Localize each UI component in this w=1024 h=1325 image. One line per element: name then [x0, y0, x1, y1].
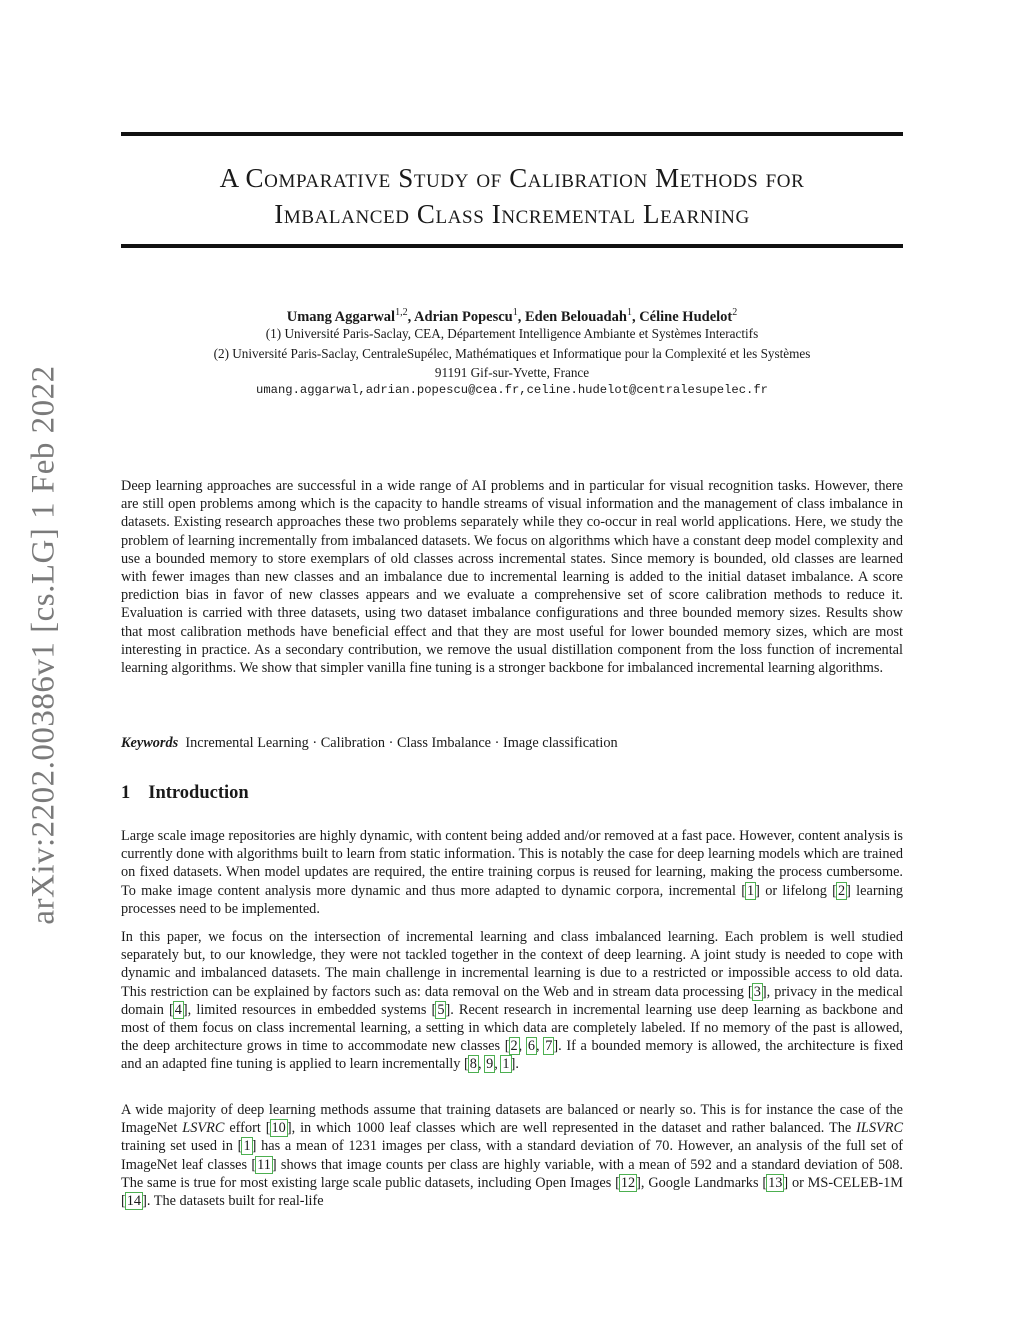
- title-bottom-rule: [121, 244, 903, 248]
- keywords-line: [121, 734, 903, 752]
- author-affiliation-mark: 2: [732, 307, 738, 318]
- affiliation-line: 91191 Gif-sur-Yvette, France: [434, 365, 590, 380]
- author-name: Eden Belouadah: [525, 308, 627, 325]
- text-run: ], privacy in the medical domain [: [121, 983, 903, 1018]
- author-name: Adrian Popescu: [414, 308, 513, 325]
- text-run: effort [: [224, 1120, 271, 1137]
- math-term: ILSVRC: [856, 1120, 903, 1137]
- citation-link[interactable]: 4: [174, 1001, 182, 1018]
- intro-paragraph-2: [121, 928, 903, 1074]
- affiliation-line: (2) Université Paris-Saclay, CentraleSupélec, Mathématiques et Informatique pour la Complexité et les Systèmes: [213, 345, 811, 361]
- section-heading: [121, 781, 249, 805]
- text-run: ] or MS-CELEB-1M [: [121, 1174, 903, 1210]
- citation-link[interactable]: 1: [502, 1056, 510, 1073]
- citation-link[interactable]: 10: [271, 1120, 286, 1137]
- author-affiliation-mark: 1: [512, 307, 518, 318]
- text-run: ].: [510, 1056, 519, 1073]
- text-run: Large scale image repositories are highly dynamic, with content being added and/or removed at a fast pace. However, content analysis is currently done with algorithms built to learn from static information. This is notably the case for deep learning models which are trained on fixed datasets. When model updates are required, the entire training corpus is reused for learning, making the process cumbersome. To make image content analysis more dynamic and thus more adapted to dynamic corpora, incremental [: [121, 828, 903, 899]
- citation-link[interactable]: 9: [486, 1056, 494, 1073]
- author-separator: ,: [407, 308, 415, 325]
- title-top-rule: [121, 132, 903, 136]
- text-run: A wide majority of deep learning methods assume that training datasets are balanced or nearly so. This is for instance the case of the ImageNet: [121, 1102, 903, 1137]
- text-run: ]. If a bounded memory is allowed, the architecture is fixed and an adapted fine tuning is applied to learn incrementally [: [121, 1038, 904, 1073]
- intro-paragraph-3: [121, 1101, 903, 1210]
- citation-link[interactable]: 1: [243, 1138, 251, 1155]
- affiliation-line: (1) Université Paris-Saclay, CEA, Département Intelligence Ambiante et Systèmes Interactifs: [265, 326, 759, 341]
- citation-link[interactable]: 2: [837, 882, 846, 899]
- citation-link[interactable]: 7: [545, 1038, 553, 1055]
- abstract-paragraph: Deep learning approaches are successful in a wide range of AI problems and in particular for visual recognition tasks. However, there are still open problems among which is the capacity to handle streams of visual information and the management of class imbalance in datasets. Existing research approaches these two problems separately while they co-occur in real world applications. Here, we study the problem of learning incrementally from imbalanced datasets. We focus on algorithms which have a constant deep model complexity and use a bounded memory to store exemplars of old classes across incremental states. Since memory is bounded, old classes are learned with fewer images than new classes and an imbalance due to incremental learning is added to the initial dataset imbalance. A score prediction bias in favor of new classes appears and we evaluate a comprehensive set of score calibration methods to reduce it. Evaluation is carried with three datasets, using two dataset imbalance configurations and three bounded memory sizes. Results show that most calibration methods have beneficial effect and that they are most useful for lower bounded memory sizes, which are most interesting in practice. As a secondary contribution, we remove the usual distillation component from the loss function of incremental learning algorithms. We show that simpler vanilla fine tuning is a stronger backbone for imbalanced incremental learning algorithms.: [121, 478, 903, 677]
- author-emails: umang.aggarwal,adrian.popescu@cea.fr,celine.hudelot@centralesupelec.fr: [256, 383, 768, 397]
- citation-link[interactable]: 2: [510, 1038, 518, 1055]
- text-run: ] shows that image counts per class are highly variable, with a mean of 592 and a standard deviation of 508. The same is true for most existing large scale public datasets, including Open Images [: [121, 1156, 903, 1191]
- text-run: ]. The datasets built for real-life: [142, 1193, 324, 1210]
- arxiv-identifier-stamp: arXiv:2202.00386v1 [cs.LG] 1 Feb 2022: [25, 365, 62, 925]
- citation-link[interactable]: 13: [768, 1174, 783, 1191]
- author-name: Umang Aggarwal: [286, 308, 396, 325]
- citation-link[interactable]: 8: [469, 1056, 477, 1073]
- text-run: ] or lifelong [: [755, 882, 837, 899]
- keywords-text: Incremental Learning · Calibration · Class Imbalance · Image classification: [185, 735, 618, 751]
- text-run: training set used in [: [121, 1138, 243, 1155]
- text-run: ] learning processes need to be implemented.: [121, 882, 904, 917]
- citation-link[interactable]: 12: [620, 1174, 636, 1191]
- citation-link[interactable]: 3: [753, 983, 761, 1000]
- citation-link[interactable]: 11: [257, 1156, 271, 1173]
- author-separator: ,: [631, 308, 640, 325]
- citation-link[interactable]: 5: [437, 1001, 445, 1018]
- text-run: ,: [494, 1056, 502, 1073]
- citation-link[interactable]: 14: [126, 1193, 142, 1210]
- citation-link[interactable]: 1: [747, 882, 755, 899]
- title-line-1: A Comparative Study of Calibration Methods for: [219, 163, 805, 193]
- text-run: ], in which 1000 leaf classes which are well represented in the dataset and rather balanced. The: [286, 1120, 857, 1137]
- text-run: ], limited resources in embedded systems [: [182, 1001, 437, 1018]
- text-run: ] has a mean of 1231 images per class, with a standard deviation of 70. However, an analysis of the full set of ImageNet leaf classes [: [121, 1138, 903, 1173]
- citation-link[interactable]: 6: [527, 1038, 536, 1055]
- paper-title: [121, 160, 903, 232]
- text-run: ], Google Landmarks [: [636, 1174, 768, 1191]
- title-line-2: Imbalanced Class Incremental Learning: [274, 199, 750, 229]
- text-run: ,: [518, 1038, 527, 1055]
- author-affiliation-mark: 1: [626, 307, 632, 318]
- intro-paragraph-1: [121, 827, 903, 918]
- text-run: ,: [536, 1038, 545, 1055]
- math-term: LSVRC: [182, 1120, 225, 1137]
- section-number: 1: [121, 783, 131, 803]
- author-affiliation-mark: 1,2: [395, 307, 408, 318]
- section-title: Introduction: [148, 783, 249, 803]
- text-run: ,: [477, 1056, 486, 1073]
- keywords-label: Keywords: [121, 735, 179, 751]
- text-run: In this paper, we focus on the intersection of incremental learning and class imbalanced learning. Each problem is well studied separately but, to our knowledge, they were not tackled together in the context of deep learning. A joint study is needed to cope with dynamic and imbalanced datasets. The main challenge in incremental learning is due to a restricted or impossible access to old data. This restriction can be explained by factors such as: data removal on the Web and in stream data processing [: [121, 929, 903, 1000]
- author-separator: ,: [517, 308, 525, 325]
- author-name: Céline Hudelot: [639, 308, 733, 325]
- affiliations: [121, 324, 903, 383]
- text-run: ]. Recent research in incremental learning use deep learning as backbone and most of them focus on class incremental learning, a setting in which data are completely labeled. If no memory of the past is allowed, the deep architecture grows in time to accommodate new classes [: [121, 1001, 903, 1055]
